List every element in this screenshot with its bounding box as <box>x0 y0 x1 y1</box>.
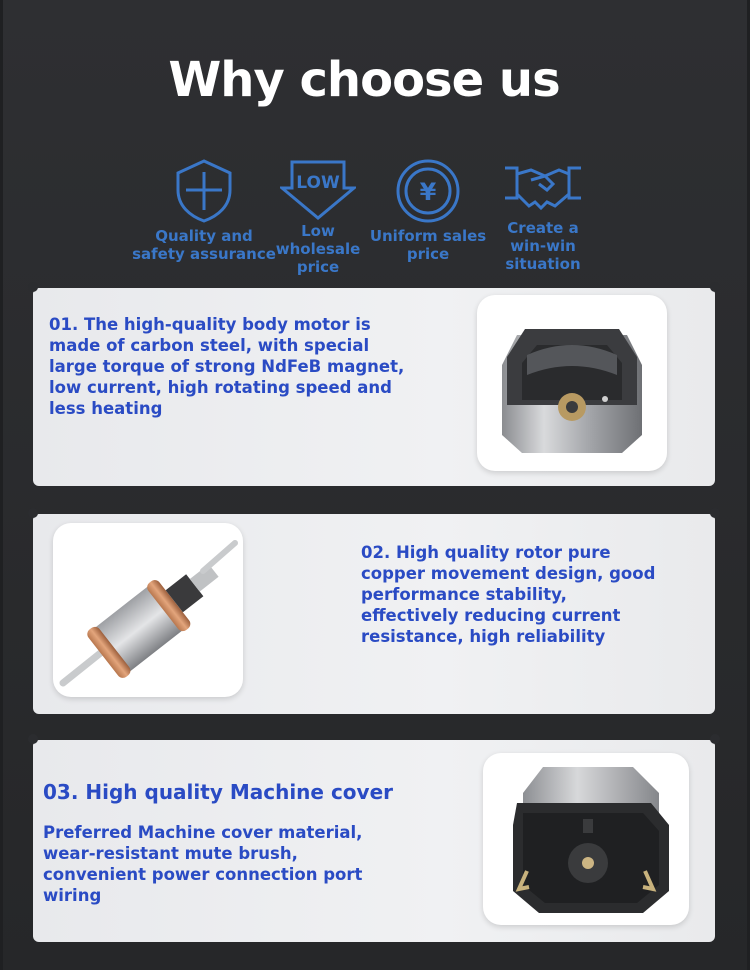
low-price-icon-text: LOW <box>296 173 340 193</box>
features-row <box>3 158 750 278</box>
feature-uniform-price <box>369 158 487 263</box>
rotor-image <box>53 523 243 697</box>
feature-win-win <box>497 158 589 273</box>
low-price-icon <box>280 158 356 220</box>
feature-label: Create a win-win situation <box>505 219 581 273</box>
motor-housing-image <box>477 295 667 471</box>
motor-cover-photo <box>483 753 689 925</box>
yen-icon-text: ¥ <box>419 178 437 206</box>
page-title: Why choose us <box>168 52 560 108</box>
feature-card-1 <box>33 288 715 486</box>
feature-quality <box>129 158 279 263</box>
feature-label: Quality and safety assurance <box>132 227 276 263</box>
motor-cover-image <box>483 753 689 925</box>
card-3-heading: 03. High quality Machine cover <box>43 780 393 804</box>
card-3-text: Preferred Machine cover material, wear-resistant mute brush, convenient power connection port wiring <box>43 823 363 905</box>
card-1-text: 01. The high-quality body motor is made of carbon steel, with special large torque of strong NdFeB magnet, low current, high rotating speed and less heating <box>49 315 405 418</box>
handshake-icon <box>501 158 585 216</box>
feature-low-price <box>273 158 363 276</box>
feature-label: Uniform sales price <box>369 227 487 263</box>
feature-card-3 <box>33 740 715 942</box>
feature-card-2 <box>33 514 715 714</box>
feature-label: Low wholesale price <box>275 222 361 276</box>
shield-icon <box>172 158 236 224</box>
motor-housing-photo <box>477 295 667 471</box>
yen-icon <box>395 158 461 224</box>
rotor-photo <box>53 523 243 697</box>
card-2-text: 02. High quality rotor pure copper movement design, good performance stability, effectively reducing current resistance, high reliability <box>361 543 656 646</box>
